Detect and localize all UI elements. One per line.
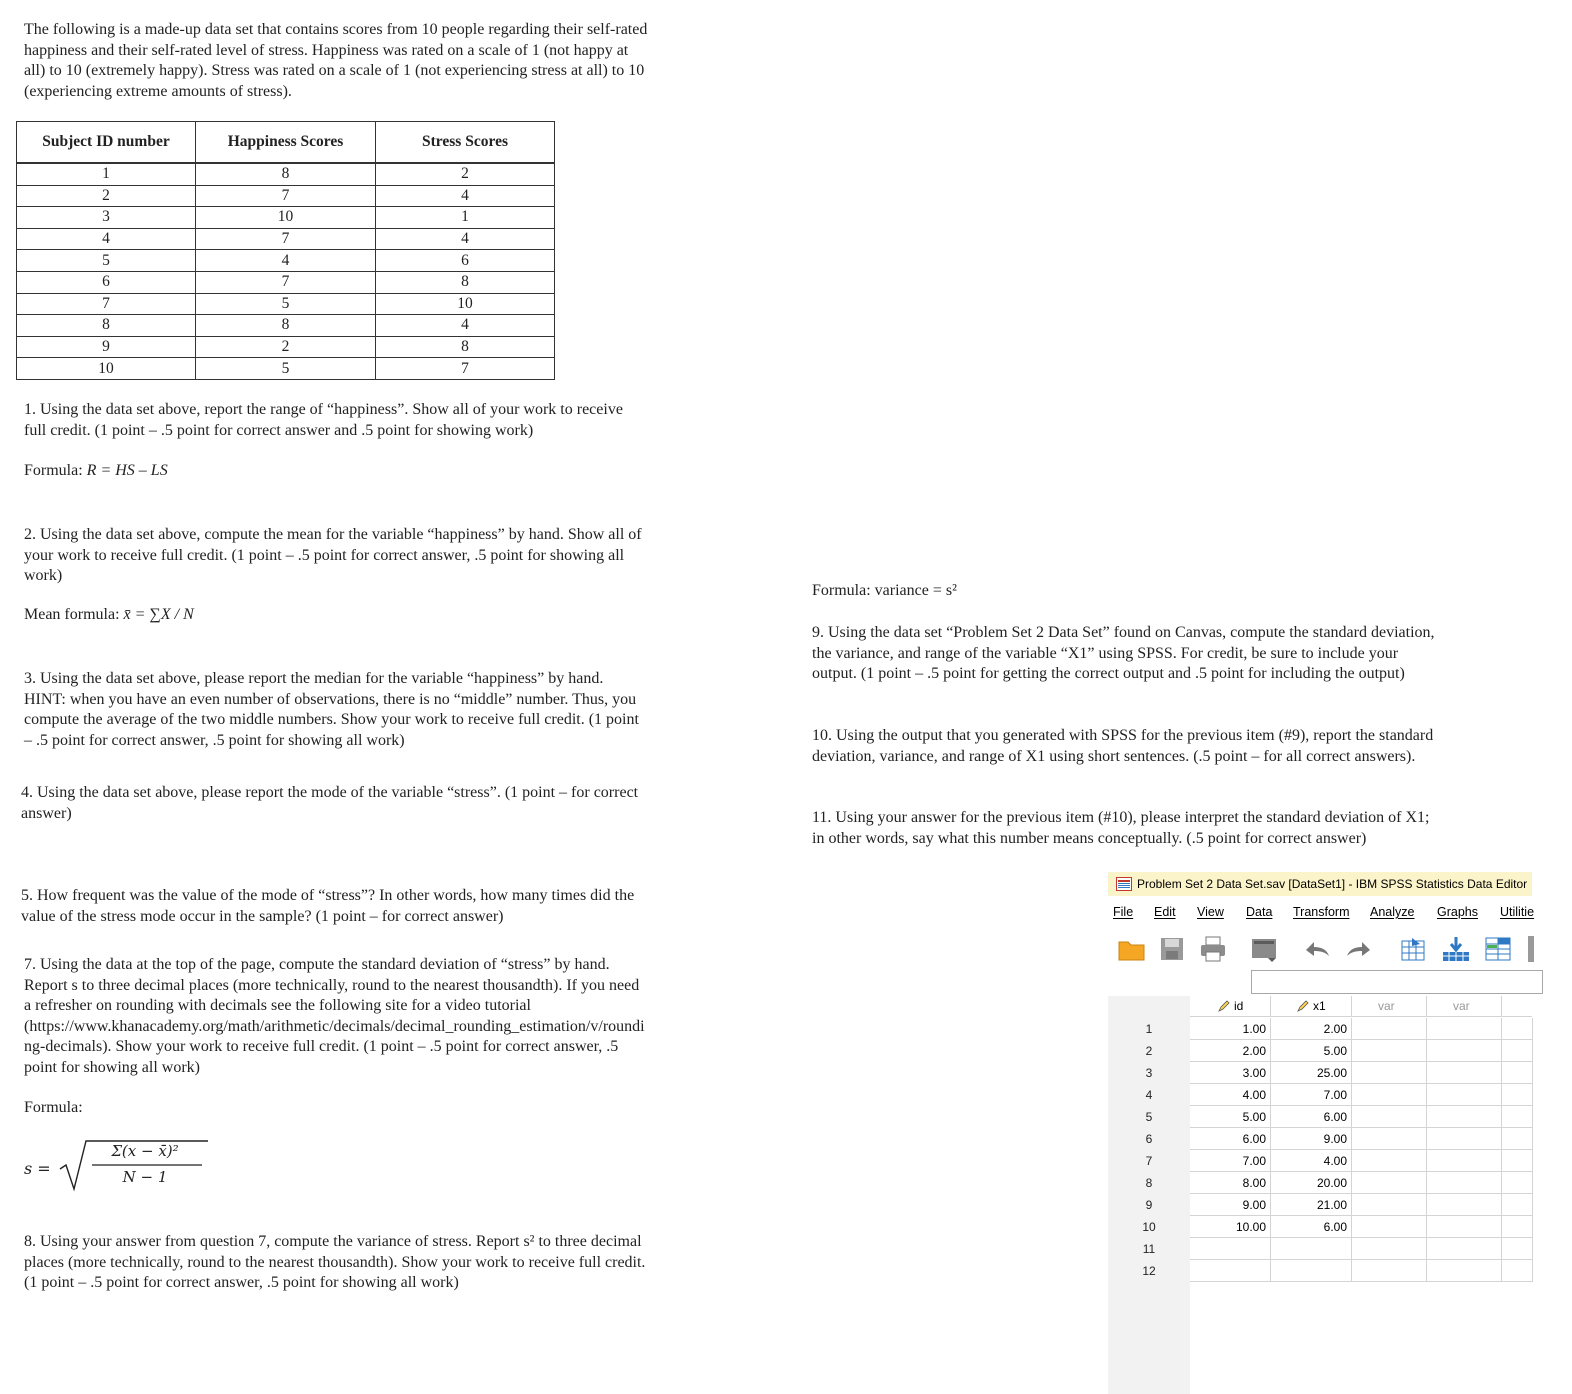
empty-cell[interactable] — [1427, 1040, 1502, 1062]
spss-data-row — [1108, 1040, 1532, 1062]
x1-cell[interactable]: 4.00 — [1271, 1150, 1352, 1172]
empty-cell[interactable] — [1352, 1062, 1427, 1084]
row-number[interactable]: 2 — [1145, 1044, 1153, 1058]
empty-cell[interactable] — [1502, 1062, 1533, 1084]
question-11 — [812, 808, 1552, 849]
sd-formula — [24, 1137, 184, 1197]
empty-cell[interactable] — [1502, 1194, 1533, 1216]
intro-line: (experiencing extreme amounts of stress). — [24, 82, 292, 100]
question-line: your work to receive full credit. (1 point – .5 point for correct answer, .5 point for showing all — [24, 546, 625, 564]
question-line: 7. Using the data at the top of the page, compute the standard deviation of “stress” by hand. — [24, 956, 610, 973]
empty-cell[interactable] — [1427, 1172, 1502, 1194]
empty-cell[interactable] — [1502, 1128, 1533, 1150]
question-3 — [24, 669, 744, 751]
subject-id-cell: 1 — [17, 164, 196, 186]
subject-id-cell: 8 — [17, 315, 196, 337]
empty-cell[interactable] — [1352, 1216, 1427, 1238]
spss-toolbar — [1108, 928, 1532, 968]
happiness-cell: 10 — [196, 207, 376, 229]
subject-id-cell: 10 — [17, 358, 196, 380]
happiness-cell: 4 — [196, 250, 376, 272]
column-header-id[interactable] — [1190, 996, 1271, 1017]
empty-cell[interactable] — [1502, 1260, 1533, 1282]
column-header-label: var — [1453, 999, 1470, 1013]
formula-xbar: x̄ — [123, 606, 131, 623]
column-header-var[interactable] — [1427, 996, 1502, 1017]
column-header-var[interactable] — [1352, 996, 1427, 1017]
spss-data-row — [1108, 1062, 1532, 1084]
question-line: ng-decimals). Show your work to receive full credit. (1 point – .5 point for correct answer, .5 — [24, 1038, 619, 1056]
x1-cell[interactable]: 6.00 — [1271, 1216, 1352, 1238]
empty-cell[interactable] — [1352, 1172, 1427, 1194]
empty-cell[interactable] — [1502, 1106, 1533, 1128]
question-line: 4. Using the data set above, please report the mode of the variable “stress”. (1 point – for correct — [21, 784, 639, 801]
id-cell[interactable]: 1.00 — [1190, 1018, 1271, 1040]
happiness-cell: 8 — [196, 315, 376, 337]
header-happiness: Happiness Scores — [196, 122, 376, 163]
empty-cell[interactable] — [1352, 1018, 1427, 1040]
empty-cell[interactable] — [1502, 1216, 1533, 1238]
question-line: the variance, and range of the variable “X1” using SPSS. For credit, be sure to include your — [812, 644, 1399, 662]
scores-table — [16, 121, 555, 380]
empty-cell[interactable] — [1352, 1194, 1427, 1216]
empty-cell[interactable] — [1427, 1018, 1502, 1040]
redo-icon[interactable] — [1346, 936, 1374, 962]
question-4 — [21, 783, 741, 824]
empty-cell[interactable] — [1502, 1018, 1533, 1040]
id-cell[interactable] — [1190, 1260, 1271, 1282]
spss-app-icon — [1116, 877, 1132, 891]
question-line: point for showing all work) — [24, 1058, 200, 1076]
empty-cell[interactable] — [1502, 1172, 1533, 1194]
question-2 — [24, 525, 744, 587]
spss-data-row — [1108, 1238, 1532, 1260]
empty-cell[interactable] — [1352, 1150, 1427, 1172]
spss-data-row — [1108, 1150, 1532, 1172]
intro-paragraph — [24, 20, 744, 102]
intro-line: happiness and their self-rated level of stress. Happiness was rated on a scale of 1 (not happy at — [24, 41, 629, 59]
stress-cell: 8 — [376, 271, 555, 293]
question-line: – .5 point for correct answer, .5 point for showing all work) — [24, 731, 405, 749]
x1-cell[interactable]: 2.00 — [1271, 1018, 1352, 1040]
column-header-label: x1 — [1313, 999, 1326, 1013]
dialog-recall-icon[interactable] — [1250, 936, 1278, 962]
spss-menu-bar — [1108, 902, 1535, 922]
subject-id-cell: 2 — [17, 185, 196, 207]
sd-symbol: s = — [24, 1159, 51, 1178]
menu-graphs[interactable]: Graphs — [1437, 905, 1478, 919]
question-line: 11. Using your answer for the previous item (#10), please interpret the standard deviation of X1; — [812, 809, 1430, 826]
pencil-icon — [1297, 1000, 1309, 1012]
question-line: a refresher on rounding with decimals see the following site for a video tutorial — [24, 997, 531, 1015]
stress-cell: 10 — [376, 293, 555, 315]
spss-data-row — [1108, 1216, 1532, 1238]
empty-cell[interactable] — [1502, 1150, 1533, 1172]
question-line: compute the average of the two middle numbers. Show your work to receive full credit. (1 point — [24, 711, 639, 729]
x1-cell[interactable]: 9.00 — [1271, 1128, 1352, 1150]
question-1 — [24, 400, 744, 441]
column-header-x1[interactable] — [1271, 996, 1352, 1017]
table-row — [17, 336, 555, 358]
table-row — [17, 164, 555, 186]
question-line: HINT: when you have an even number of observations, there is no “middle” number. Thus, you — [24, 690, 637, 708]
question-line: deviation, variance, and range of X1 using short sentences. (.5 point – for all correct answers). — [812, 747, 1416, 765]
question-line: full credit. (1 point – .5 point for correct answer and .5 point for showing work) — [24, 421, 534, 439]
spss-data-editor — [1108, 872, 1535, 1278]
row-number[interactable]: 1 — [1145, 1022, 1153, 1036]
column-header-overflow — [1502, 996, 1532, 1017]
sqrt-numerator: Σ(x − x̄)² — [111, 1142, 179, 1160]
question-line: 10. Using the output that you generated with SPSS for the previous item (#9), report the standard — [812, 727, 1434, 744]
empty-cell[interactable] — [1427, 1216, 1502, 1238]
empty-cell[interactable] — [1352, 1128, 1427, 1150]
spss-data-row — [1108, 1106, 1532, 1128]
question-line: (https://www.khanacademy.org/math/arithmetic/decimals/decimal_rounding_estimation/v/roundi — [24, 1017, 645, 1035]
table-row — [17, 358, 555, 380]
question-8 — [24, 1232, 744, 1294]
happiness-cell: 8 — [196, 164, 376, 186]
empty-cell[interactable] — [1427, 1238, 1502, 1260]
row-number[interactable]: 4 — [1145, 1088, 1153, 1102]
table-row — [17, 228, 555, 250]
spss-data-row — [1108, 1084, 1532, 1106]
stress-cell: 7 — [376, 358, 555, 380]
menu-transform[interactable]: Transform — [1293, 905, 1350, 919]
id-cell[interactable]: 4.00 — [1190, 1084, 1271, 1106]
sd-formula-label: Formula: — [24, 1099, 83, 1116]
row-number[interactable]: 6 — [1145, 1132, 1153, 1146]
id-cell[interactable]: 3.00 — [1190, 1062, 1271, 1084]
empty-cell[interactable] — [1502, 1238, 1533, 1260]
happiness-cell: 7 — [196, 228, 376, 250]
x1-cell[interactable]: 25.00 — [1271, 1062, 1352, 1084]
empty-cell[interactable] — [1352, 1106, 1427, 1128]
empty-cell[interactable] — [1427, 1128, 1502, 1150]
cell-editor-input[interactable] — [1251, 970, 1543, 994]
formula-label: Formula: — [24, 462, 87, 479]
empty-cell[interactable] — [1427, 1062, 1502, 1084]
happiness-cell: 2 — [196, 336, 376, 358]
id-cell[interactable]: 5.00 — [1190, 1106, 1271, 1128]
range-formula — [24, 462, 168, 480]
table-row — [17, 207, 555, 229]
x1-cell[interactable] — [1271, 1238, 1352, 1260]
subject-id-cell: 5 — [17, 250, 196, 272]
stress-cell: 8 — [376, 336, 555, 358]
save-icon[interactable] — [1158, 936, 1186, 962]
subject-id-cell: 6 — [17, 271, 196, 293]
happiness-cell: 7 — [196, 185, 376, 207]
empty-cell[interactable] — [1427, 1150, 1502, 1172]
id-cell[interactable]: 10.00 — [1190, 1216, 1271, 1238]
variables-icon[interactable] — [1484, 936, 1512, 962]
print-icon[interactable] — [1199, 936, 1227, 962]
spss-data-row — [1108, 1172, 1532, 1194]
x1-cell[interactable]: 5.00 — [1271, 1040, 1352, 1062]
question-5 — [21, 886, 741, 927]
question-line: 1. Using the data set above, report the range of “happiness”. Show all of your work to receive — [24, 401, 623, 418]
goto-case-icon[interactable] — [1400, 936, 1428, 962]
subject-id-cell: 7 — [17, 293, 196, 315]
question-line: (1 point – .5 point for correct answer, .5 point for showing all work) — [24, 1274, 459, 1292]
x1-cell[interactable]: 6.00 — [1271, 1106, 1352, 1128]
formula-text: = ∑X / N — [130, 606, 194, 623]
row-number[interactable]: 7 — [1145, 1154, 1153, 1168]
subject-id-cell: 3 — [17, 207, 196, 229]
spss-data-row — [1108, 1260, 1532, 1282]
id-cell[interactable]: 6.00 — [1190, 1128, 1271, 1150]
id-cell[interactable]: 7.00 — [1190, 1150, 1271, 1172]
open-folder-icon[interactable] — [1118, 936, 1146, 962]
question-line: 5. How frequent was the value of the mode of “stress”? In other words, how many times did the — [21, 887, 635, 904]
question-line: output. (1 point – .5 point for getting the correct output and .5 point for including the output) — [812, 665, 1405, 683]
question-9 — [812, 623, 1552, 685]
menu-file[interactable]: File — [1113, 905, 1134, 919]
stress-cell: 4 — [376, 315, 555, 337]
spss-data-row — [1108, 1018, 1532, 1040]
pencil-icon — [1218, 1000, 1230, 1012]
intro-line: all) to 10 (extremely happy). Stress was rated on a scale of 1 (not experiencing stress at all) to 10 — [24, 62, 645, 80]
mean-formula — [24, 606, 194, 624]
spss-data-grid — [1108, 996, 1532, 1276]
menu-analyze[interactable]: Analyze — [1370, 905, 1415, 919]
table-header-row — [17, 122, 555, 163]
undo-icon[interactable] — [1302, 936, 1330, 962]
subject-id-cell: 4 — [17, 228, 196, 250]
happiness-cell: 7 — [196, 271, 376, 293]
variance-formula: Formula: variance = s² — [812, 582, 957, 599]
question-10 — [812, 726, 1552, 767]
id-cell[interactable]: 2.00 — [1190, 1040, 1271, 1062]
empty-cell[interactable] — [1427, 1106, 1502, 1128]
empty-cell[interactable] — [1352, 1260, 1427, 1282]
menu-data[interactable]: Data — [1246, 905, 1273, 919]
formula-label: Mean formula: — [24, 606, 124, 623]
menu-edit[interactable]: Edit — [1154, 905, 1176, 919]
stress-cell: 6 — [376, 250, 555, 272]
empty-cell[interactable] — [1352, 1084, 1427, 1106]
question-line: 2. Using the data set above, compute the mean for the variable “happiness” by hand. Show all of — [24, 526, 642, 543]
stress-cell: 4 — [376, 228, 555, 250]
menu-utilities[interactable]: Utilitie — [1500, 905, 1535, 919]
row-number[interactable]: 11 — [1142, 1242, 1156, 1256]
question-line: Report s to three decimal places (more technically, round to the nearest thousandth). If you need — [24, 976, 640, 994]
table-row — [17, 250, 555, 272]
spss-data-row — [1108, 1128, 1532, 1150]
table-row — [17, 315, 555, 337]
row-number[interactable]: 8 — [1145, 1176, 1153, 1190]
row-number[interactable]: 3 — [1145, 1066, 1153, 1080]
table-row — [17, 185, 555, 207]
empty-cell[interactable] — [1352, 1040, 1427, 1062]
header-stress: Stress Scores — [376, 122, 555, 163]
stress-cell: 4 — [376, 185, 555, 207]
question-7 — [24, 955, 744, 1079]
toolbar-overflow — [1528, 936, 1534, 962]
goto-variable-icon[interactable] — [1442, 936, 1470, 962]
id-cell[interactable] — [1190, 1238, 1271, 1260]
empty-cell[interactable] — [1427, 1194, 1502, 1216]
question-line: places (more technically, round to the nearest thousandth). Show your work to receive full credit. — [24, 1253, 646, 1271]
column-header-label: id — [1234, 999, 1244, 1013]
column-header-label: var — [1378, 999, 1395, 1013]
question-line: answer) — [21, 804, 72, 822]
question-line: in other words, say what this number means conceptually. (.5 point for correct answer) — [812, 829, 1367, 847]
row-number[interactable]: 10 — [1142, 1220, 1156, 1234]
spss-data-row — [1108, 1194, 1532, 1216]
id-cell[interactable]: 8.00 — [1190, 1172, 1271, 1194]
table-row — [17, 271, 555, 293]
empty-cell[interactable] — [1502, 1084, 1533, 1106]
table-row — [17, 293, 555, 315]
row-number[interactable]: 9 — [1145, 1198, 1153, 1212]
question-line: work) — [24, 567, 63, 585]
sqrt-denominator: N − 1 — [122, 1168, 168, 1186]
formula-text: R = HS – LS — [86, 462, 168, 479]
x1-cell[interactable]: 7.00 — [1271, 1084, 1352, 1106]
header-subject-id: Subject ID number — [17, 122, 196, 163]
empty-cell[interactable] — [1502, 1040, 1533, 1062]
spss-title-bar — [1108, 872, 1532, 896]
empty-cell[interactable] — [1352, 1238, 1427, 1260]
menu-view[interactable]: View — [1197, 905, 1224, 919]
id-cell[interactable]: 9.00 — [1190, 1194, 1271, 1216]
spss-window-title: Problem Set 2 Data Set.sav [DataSet1] - IBM SPSS Statistics Data Editor — [1137, 877, 1528, 891]
question-line: 9. Using the data set “Problem Set 2 Data Set” found on Canvas, compute the standard deviation, — [812, 624, 1435, 641]
row-number[interactable]: 12 — [1142, 1264, 1156, 1278]
question-line: 8. Using your answer from question 7, compute the variance of stress. Report s² to three decimal — [24, 1233, 642, 1250]
x1-cell[interactable]: 21.00 — [1271, 1194, 1352, 1216]
row-number[interactable]: 5 — [1145, 1110, 1153, 1124]
happiness-cell: 5 — [196, 293, 376, 315]
intro-line: The following is a made-up data set that contains scores from 10 people regarding their self-rated — [24, 21, 648, 38]
happiness-cell: 5 — [196, 358, 376, 380]
table-body — [17, 163, 555, 380]
subject-id-cell: 9 — [17, 336, 196, 358]
stress-cell: 2 — [376, 164, 555, 186]
question-line: value of the stress mode occur in the sample? (1 point – for correct answer) — [21, 907, 504, 925]
stress-cell: 1 — [376, 207, 555, 229]
question-line: 3. Using the data set above, please report the median for the variable “happiness” by hand. — [24, 670, 604, 687]
empty-cell[interactable] — [1427, 1084, 1502, 1106]
x1-cell[interactable]: 20.00 — [1271, 1172, 1352, 1194]
x1-cell[interactable] — [1271, 1260, 1352, 1282]
empty-cell[interactable] — [1427, 1260, 1502, 1282]
